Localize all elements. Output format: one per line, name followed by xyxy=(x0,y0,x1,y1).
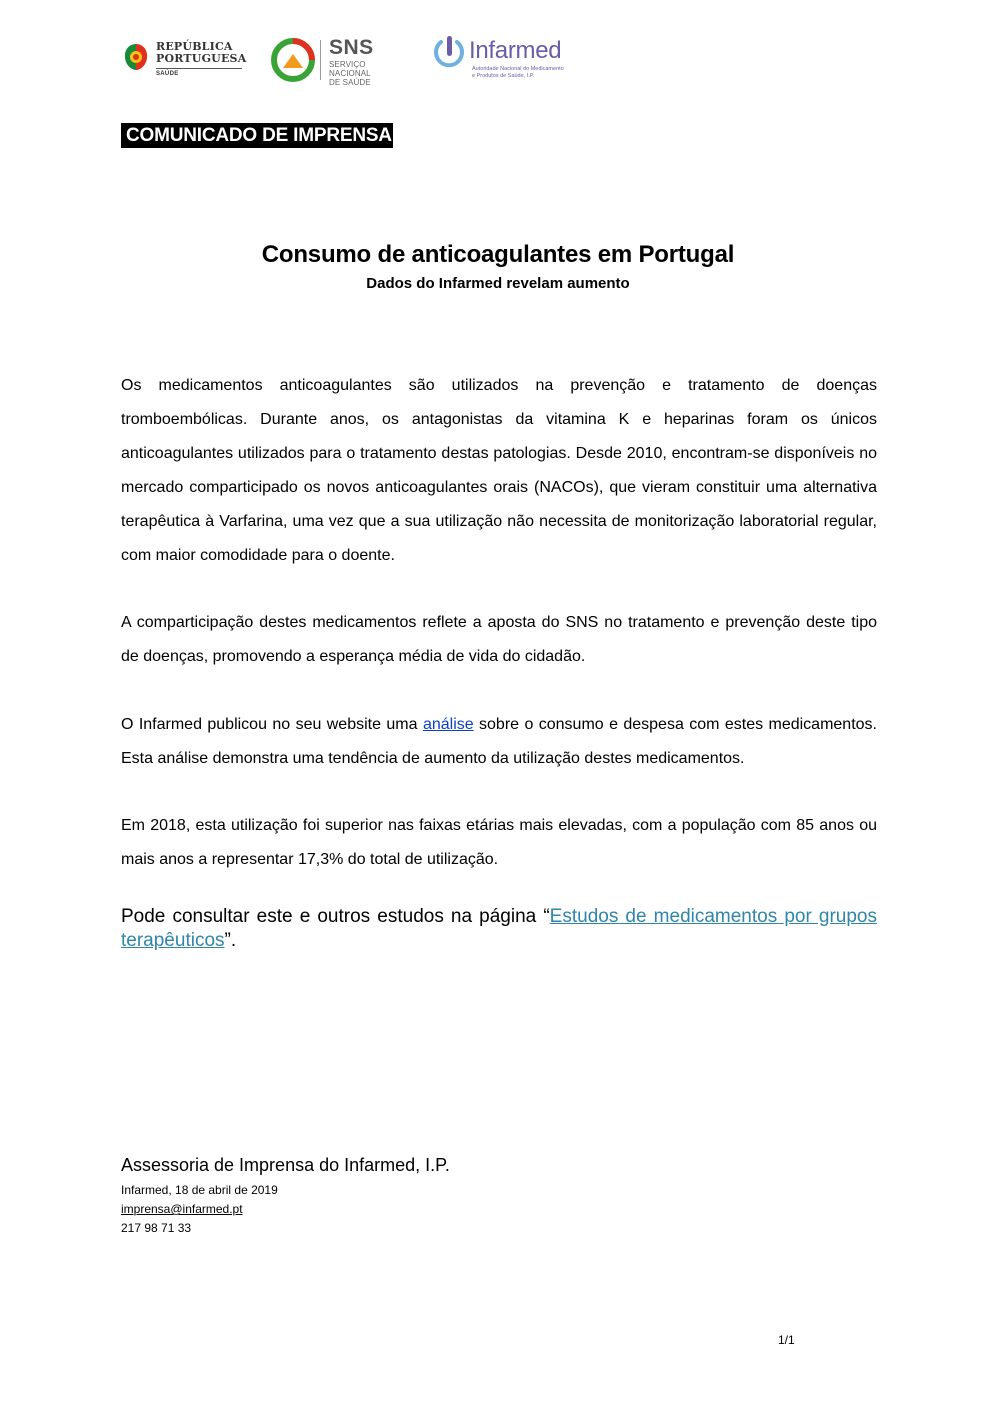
press-release-label: COMUNICADO DE IMPRENSA xyxy=(121,123,393,148)
republica-rule xyxy=(156,68,242,69)
document-title: Consumo de anticoagulantes em Portugal xyxy=(261,241,735,268)
sns-logo xyxy=(271,36,406,87)
press-office-signature: Assessoria de Imprensa do Infarmed, I.P. xyxy=(121,1155,450,1175)
document-subtitle: Dados do Infarmed revelam aumento xyxy=(366,275,630,292)
analise-link[interactable]: análise xyxy=(422,716,474,733)
paragraph-analise: O Infarmed publicou no seu website uma análise sobre o consumo e despesa com estes medicamentos. Esta análise demonstra uma tendência de aumento da utilização destes medicamentos. xyxy=(121,716,877,767)
paragraph-estudos: Pode consultar este e outros estudos na página “Estudos de medicamentos por grupos terapêuticos”. xyxy=(121,906,877,951)
press-phone: 217 98 71 33 xyxy=(121,1221,192,1235)
republica-emblem-icon xyxy=(122,42,150,72)
release-date: Infarmed, 18 de abril de 2019 xyxy=(121,1183,278,1197)
sns-emblem-icon xyxy=(271,38,315,82)
infarmed-name: Infarmed xyxy=(469,37,562,64)
sns-subtext: SERVIÇO NACIONAL DE SAÚDE xyxy=(329,60,371,87)
paragraph-comparticipacao: A comparticipação destes medicamentos reflete a aposta do SNS no tratamento e prevenção deste tipo de doenças, promovendo a esperança média de vida do cidadão. xyxy=(121,614,877,665)
republica-portuguesa-logo xyxy=(122,40,247,82)
paragraph-2018: Em 2018, esta utilização foi superior nas faixas etárias mais elevadas, com a população com 85 anos ou mais anos a representar 17,3% do total de utilização. xyxy=(121,817,877,868)
sns-abbr: SNS xyxy=(329,36,374,59)
infarmed-emblem-icon xyxy=(431,34,467,70)
republica-text: REPÚBLICA PORTUGUESA xyxy=(156,40,247,65)
republica-subtext: SAÚDE xyxy=(156,71,179,77)
infarmed-subtext: Autoridade Nacional do Medicamento e Produtos de Saúde, I.P. xyxy=(472,66,564,79)
sns-divider xyxy=(320,40,321,80)
estudos-link[interactable]: Estudos de medicamentos por grupos terapêuticos xyxy=(121,906,877,951)
page-number: 1/1 xyxy=(778,1333,795,1347)
infarmed-logo xyxy=(431,34,571,84)
press-email-link[interactable]: imprensa@infarmed.pt xyxy=(121,1202,243,1216)
paragraph-intro: Os medicamentos anticoagulantes são utilizados na prevenção e tratamento de doenças tromboembólicas. Durante anos, os antagonistas da vitamina K e heparinas foram os únicos anticoagulantes utilizados para o tratamento destas patologias. Desde 2010, encontram-se disponíveis no mercado comparticipado os novos anticoagulantes orais (NACOs), que vieram constituir uma alternativa terapêutica à Varfarina, uma vez que a sua utilização não necessita de monitorização laboratorial regular, com maior comodidade para o doente. xyxy=(121,377,877,564)
